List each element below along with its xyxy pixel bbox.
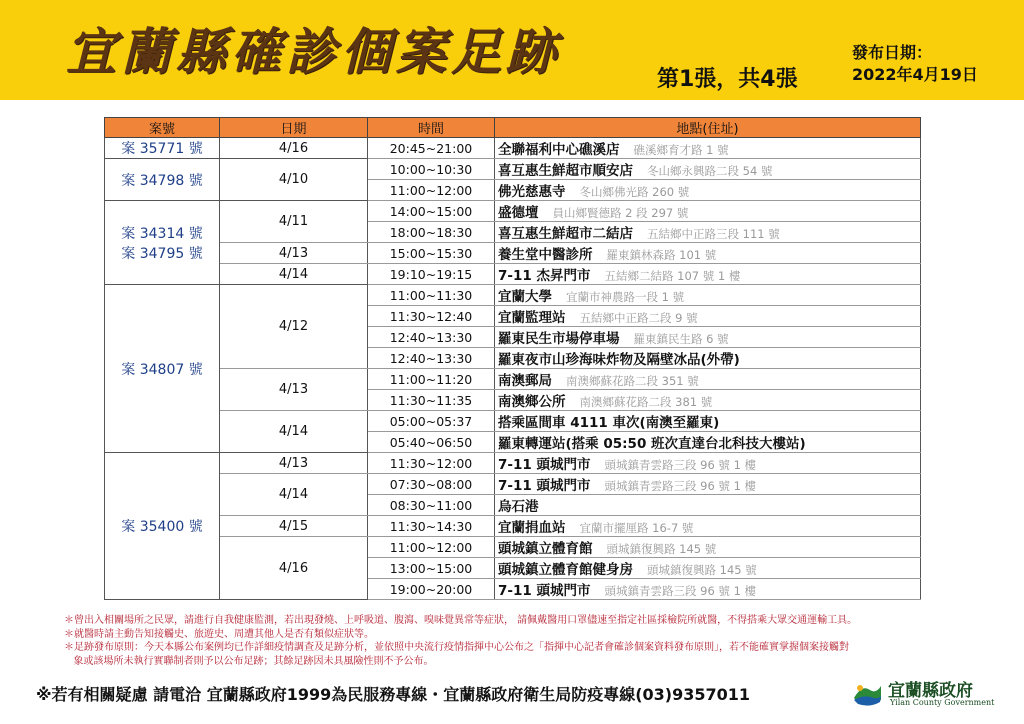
place-cell [495,180,921,201]
content-panel [0,100,1024,724]
place-name: 羅東民生市場停車場 [498,331,620,347]
date-cell: 4/13 [220,369,368,411]
date-cell: 4/16 [220,537,368,600]
publish-date: 2022年4月19日 [852,65,978,84]
time-cell: 19:10~19:15 [368,264,495,285]
place-name: 頭城鎮立體育館健身房 [498,562,633,578]
place-name: 宜蘭捐血站 [498,520,566,536]
place-address: 冬山鄉永興路二段 54 號 [647,164,773,178]
place-name: 南澳郵局 [498,373,552,389]
place-cell [495,222,921,243]
table-row [105,159,921,180]
place-name: 喜互惠生鮮超市順安店 [498,163,633,179]
place-name: 盛德壇 [498,205,539,221]
case-number: 案 34807 號 [121,361,203,378]
time-cell: 07:30~08:00 [368,474,495,495]
place-name: 南澳鄉公所 [498,394,566,410]
time-cell: 05:00~05:37 [368,411,495,432]
place-name: 頭城鎮立體育館 [498,541,593,557]
time-cell: 19:00~20:00 [368,579,495,600]
contact-footer: ※若有相關疑慮 請電洽 宜蘭縣政府1999為民服務專線・宜蘭縣政府衛生局防疫專線(03)9357011 [36,685,751,704]
date-cell: 4/12 [220,285,368,369]
sheet-indicator: 第1張，共4張 [657,67,798,92]
place-address: 頭城鎮復興路 145 號 [606,542,717,556]
place-name: 喜互惠生鮮超市二結店 [498,226,633,242]
table-row [105,243,921,264]
place-cell [495,327,921,348]
page-title: 宜蘭縣確診個案足跡 [66,23,561,81]
time-cell: 12:40~13:30 [368,327,495,348]
place-cell [495,516,921,537]
case-number-cell [105,138,220,159]
place-name: 佛光慈惠寺 [498,184,566,200]
place-cell [495,201,921,222]
table-row [105,201,921,222]
case-number-cell [105,159,220,201]
logo-english-name: Yilan County Government [890,698,995,707]
date-cell: 4/14 [220,411,368,453]
footprint-table [104,117,921,600]
table-header-row [105,118,921,138]
place-address: 頭城鎮青雲路三段 96 號 1 樓 [604,584,757,598]
case-number: 案 34314 號 [121,225,203,242]
table-row [105,411,921,432]
place-address: 五結鄉中正路三段 111 號 [647,227,780,241]
case-number-cell [105,285,220,453]
table-row [105,516,921,537]
date-cell: 4/15 [220,516,368,537]
time-cell: 20:45~21:00 [368,138,495,159]
date-cell: 4/14 [220,264,368,285]
place-cell [495,264,921,285]
place-address: 南澳鄉蘇花路二段 351 號 [566,374,699,388]
time-cell: 18:00~18:30 [368,222,495,243]
case-number: 案 35771 號 [121,141,203,157]
table-row [105,537,921,558]
place-address: 五結鄉二結路 107 號 1 樓 [604,269,741,283]
table-row [105,285,921,306]
place-name: 搭乘區間車 4111 車次(南澳至羅東) [498,415,720,431]
place-name: 羅東夜市山珍海味炸物及隔壁冰品(外帶) [498,352,740,368]
note-line: ＊足跡發布原則：今天本縣公布案例均已作詳細疫情調查及足跡分析，並依照中央流行疫情指揮中心公布之「指揮中心記者會確診個案資料發布原則」，若不能確實掌握個案接觸對 [64,642,849,653]
place-cell [495,243,921,264]
case-number: 案 34798 號 [121,172,203,189]
note-line: 象或該場所未執行實聯制者則予以公布足跡；其餘足跡因未具風險性則不予公布。 [64,655,434,667]
logo [850,674,1000,714]
place-name: 宜蘭大學 [498,289,552,305]
time-cell: 11:30~14:30 [368,516,495,537]
place-name: 7-11 頭城門市 [498,457,591,473]
place-cell [495,474,921,495]
place-name: 羅東轉運站(搭乘 05:50 班次直達台北科技大樓站) [498,436,806,452]
place-address: 五結鄉中正路二段 9 號 [579,311,698,325]
place-name: 7-11 杰昇門市 [498,268,591,284]
table-row [105,264,921,285]
header-place: 地點(住址) [495,118,921,138]
case-number: 案 34795 號 [121,245,203,262]
place-name: 宜蘭監理站 [498,310,566,326]
place-address: 羅東鎮民生路 6 號 [633,332,729,346]
place-name: 養生堂中醫診所 [498,247,593,263]
place-name: 烏石港 [498,499,539,515]
header-date: 日期 [220,118,368,138]
place-address: 羅東鎮林森路 101 號 [606,248,717,262]
note-line: ＊曾出入相關場所之民眾，請進行自我健康監測，若出現發燒、上呼吸道、腹瀉、嗅味覺異常等症狀， 請佩戴醫用口罩儘速至指定社區採檢院所就醫，不得搭乘大眾交通運輸工具。 [64,615,858,626]
place-cell [495,285,921,306]
time-cell: 11:30~12:00 [368,453,495,474]
place-cell [495,579,921,600]
place-address: 冬山鄉佛光路 260 號 [579,185,690,199]
table-row [105,138,921,159]
publish-label: 發布日期： [852,43,933,62]
publish-info [852,42,978,86]
place-name: 7-11 頭城門市 [498,478,591,494]
place-cell [495,306,921,327]
place-cell [495,390,921,411]
time-cell: 13:00~15:00 [368,558,495,579]
time-cell: 15:00~15:30 [368,243,495,264]
place-cell [495,495,921,516]
table-body [105,138,921,600]
place-cell [495,432,921,453]
time-cell: 11:00~11:30 [368,285,495,306]
time-cell: 11:00~12:00 [368,537,495,558]
table-row [105,474,921,495]
header-time: 時間 [368,118,495,138]
header-case: 案號 [105,118,220,138]
table-row [105,453,921,474]
place-name: 7-11 頭城門市 [498,583,591,599]
time-cell: 14:00~15:00 [368,201,495,222]
notes [64,614,984,668]
place-address: 宜蘭市擺厘路 16-7 號 [579,521,694,535]
place-address: 員山鄉賢德路 2 段 297 號 [552,206,689,220]
place-address: 南澳鄉蘇花路二段 381 號 [579,395,713,409]
time-cell: 08:30~11:00 [368,495,495,516]
time-cell: 11:00~12:00 [368,180,495,201]
place-address: 頭城鎮青雲路三段 96 號 1 樓 [604,458,757,472]
table-row [105,369,921,390]
date-cell: 4/13 [220,243,368,264]
date-cell: 4/10 [220,159,368,201]
yilan-county-emblem-icon [850,676,884,710]
place-cell [495,369,921,390]
place-address: 礁溪鄉育才路 1 號 [633,143,729,157]
time-cell: 11:30~12:40 [368,306,495,327]
case-number-cell [105,201,220,285]
time-cell: 12:40~13:30 [368,348,495,369]
place-address: 頭城鎮復興路 145 號 [647,563,757,577]
time-cell: 10:00~10:30 [368,159,495,180]
time-cell: 11:30~11:35 [368,390,495,411]
place-address: 頭城鎮青雲路三段 96 號 1 樓 [604,479,757,493]
date-cell: 4/16 [220,138,368,159]
case-number: 案 35400 號 [121,519,203,535]
date-cell: 4/13 [220,453,368,474]
note-line: ＊就醫時請主動告知接觸史、旅遊史、周遭其他人是否有類似症狀等。 [64,628,374,640]
time-cell: 05:40~06:50 [368,432,495,453]
date-cell: 4/11 [220,201,368,243]
place-name: 全聯福利中心礁溪店 [498,142,620,158]
place-address: 宜蘭市神農路一段 1 號 [566,290,685,304]
place-cell [495,159,921,180]
place-cell [495,348,921,369]
place-cell [495,138,921,159]
case-number-cell [105,453,220,600]
place-cell [495,411,921,432]
time-cell: 11:00~11:20 [368,369,495,390]
place-cell [495,453,921,474]
logo-name: 宜蘭縣政府 [888,681,973,701]
date-cell: 4/14 [220,474,368,516]
place-cell [495,558,921,579]
place-cell [495,537,921,558]
